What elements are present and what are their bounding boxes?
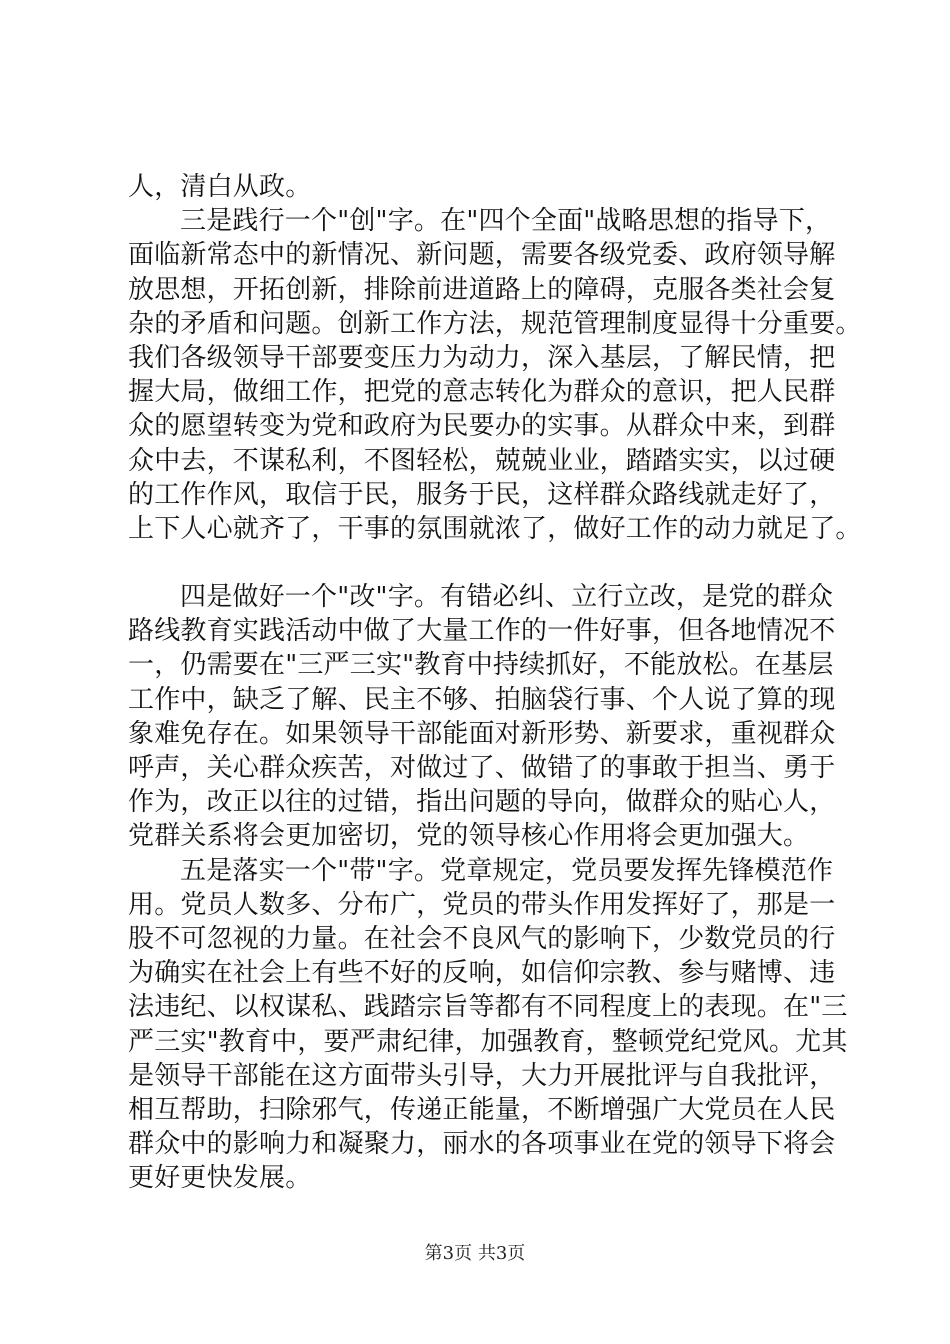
text-line: 党群关系将会更加密切，党的领导核心作用将会更加强大。 (128, 821, 810, 852)
text-line: 的工作作风，取信于民，服务于民，这样群众路线就走好了， (128, 479, 836, 510)
text-line: 面临新常态中的新情况、新问题，需要各级党委、政府领导解 (128, 240, 836, 271)
paragraph-gap (128, 546, 846, 580)
text-line: 相互帮助，扫除邪气，传递正能量，不断增强广大党员在人民 (128, 1094, 836, 1125)
text-line: 上下人心就齐了，干事的氛围就浓了，做好工作的动力就足了。 (128, 513, 862, 544)
text-line: 象难免存在。如果领导干部能面对新形势、新要求，重视群众 (128, 718, 836, 749)
paragraph-four-start: 四是做好一个"改"字。有错必纠、立行立改，是党的群众 (180, 582, 834, 613)
paragraph-five-start: 五是落实一个"带"字。党章规定，党员要发挥先锋模范作 (180, 855, 834, 886)
text-line: 路线教育实践活动中做了大量工作的一件好事，但各地情况不 (128, 616, 836, 647)
text-line: 工作中，缺乏了解、民主不够、拍脑袋行事、个人说了算的现 (128, 684, 836, 715)
text-line: 作为，改正以往的过错，指出问题的导向，做群众的贴心人， (128, 787, 836, 818)
text-line: 群众中的影响力和凝聚力，丽水的各项事业在党的领导下将会 (128, 1129, 836, 1160)
text-line: 放思想，开拓创新，排除前进道路上的障碍，克服各类社会复 (128, 274, 836, 305)
text-line: 是领导干部能在这方面带头引导，大力开展批评与自我批评， (128, 1060, 836, 1091)
text-line: 握大局，做细工作，把党的意志转化为群众的意识，把人民群 (128, 377, 836, 408)
text-line: 杂的矛盾和问题。创新工作方法，规范管理制度显得十分重要。 (128, 308, 862, 339)
text-line: 众的愿望转变为党和政府为民要办的实事。从群众中来，到群 (128, 411, 836, 442)
text-line: 更好更快发展。 (128, 1163, 312, 1194)
text-line: 我们各级领导干部要变压力为动力，深入基层，了解民情，把 (128, 342, 836, 373)
text-line: 人，清白从政。 (128, 172, 312, 202)
text-line: 呼声，关心群众疾苦，对做过了、做错了的事敢于担当、勇于 (128, 753, 836, 783)
page-number-footer: 第3页 共3页 (424, 1243, 526, 1264)
text-line: 严三实"教育中，要严肃纪律，加强教育，整顿党纪党风。尤其 (128, 1026, 848, 1057)
text-line: 法违纪、以权谋私、践踏宗旨等都有不同程度上的表现。在"三 (128, 992, 848, 1023)
text-line: 众中去，不谋私利，不图轻松，兢兢业业，踏踏实实，以过硬 (128, 445, 836, 476)
text-line: 用。党员人数多、分布广，党员的带头作用发挥好了，那是一 (128, 889, 836, 920)
document-body (128, 170, 862, 1195)
text-line: 一，仍需要在"三严三实"教育中持续抓好，不能放松。在基层 (128, 650, 834, 681)
paragraph-three-start: 三是践行一个"创"字。在"四个全面"战略思想的指导下， (180, 206, 832, 237)
text-line: 为确实在社会上有些不好的反响，如信仰宗教、参与赌博、违 (128, 958, 836, 989)
text-line: 股不可忽视的力量。在社会不良风气的影响下，少数党员的行 (128, 923, 836, 954)
